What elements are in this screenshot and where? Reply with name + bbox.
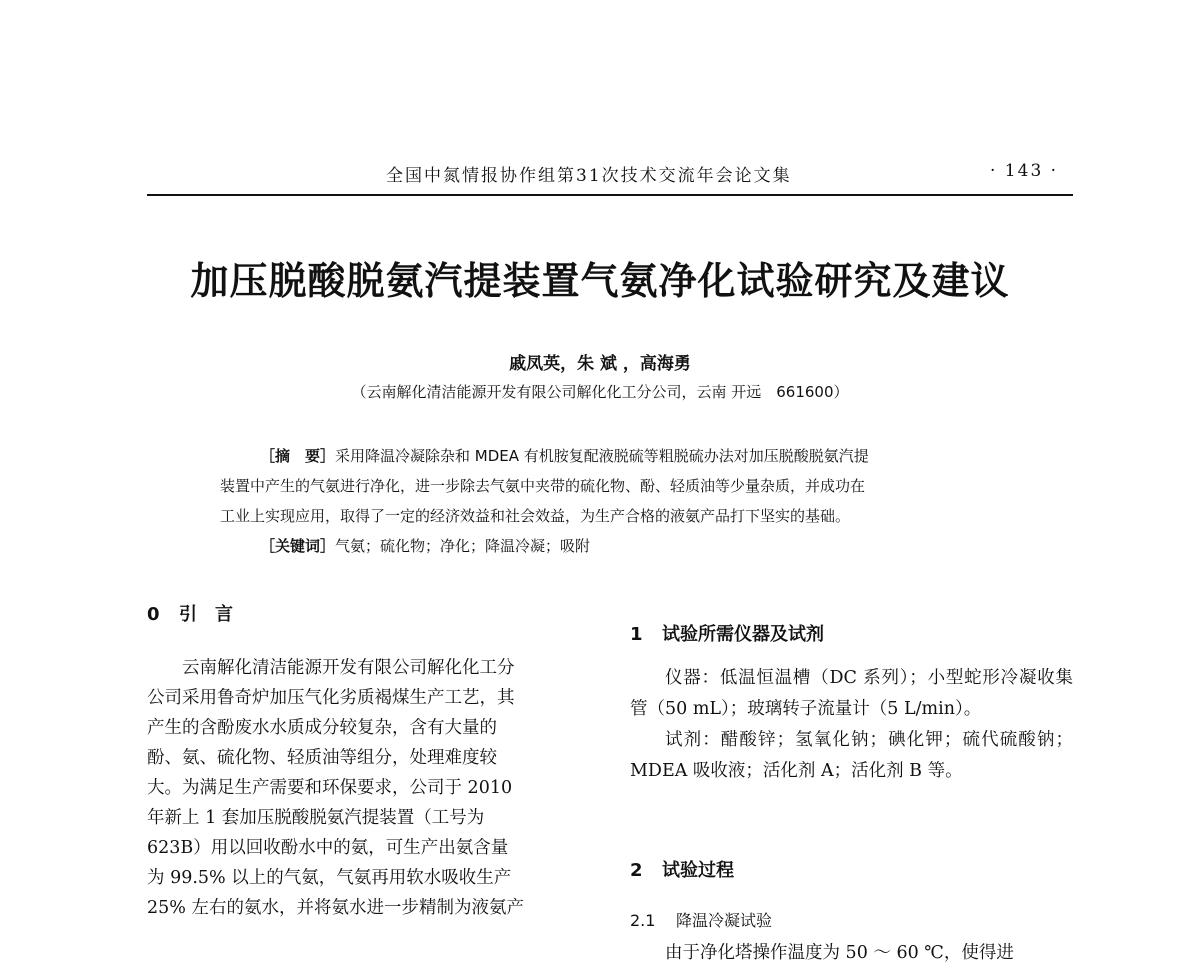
- section-heading-instruments: 1 试验所需仪器及试剂: [630, 624, 824, 645]
- section-heading-introduction: 0 引 言: [147, 604, 233, 625]
- abstract: [220, 441, 1010, 561]
- left-line: 酚、氨、硫化物、轻质油等组分，处理难度较: [147, 748, 497, 768]
- header-divider: [147, 194, 1073, 196]
- abstract-line-3: 工业上实现应用，取得了一定的经济效益和社会效益，为生产合格的液氨产品打下坚实的基础。: [220, 507, 851, 525]
- abstract-line-1: ［摘 要］采用降温冷凝除杂和 MDEA 有机胺复配液脱硫等粗脱硫办法对加压脱酸脱氨汽提: [260, 447, 869, 465]
- keywords: [220, 531, 1010, 561]
- left-line: 623B）用以回收酚水中的氨，可生产出氨含量: [147, 838, 509, 858]
- running-header-journal: 全国中氮情报协作组第31次技术交流年会论文集: [386, 166, 792, 186]
- abstract-line-2: 装置中产生的气氨进行净化，进一步除去气氨中夹带的硫化物、酚、轻质油等少量杂质，并成功在: [220, 477, 866, 495]
- authors: 戚凤英，朱 斌 ，高海勇: [509, 354, 691, 374]
- right-column-body: [630, 663, 1073, 787]
- affiliation: （云南解化清洁能源开发有限公司解化化工分公司，云南 开远 661600）: [351, 383, 849, 401]
- subsection-heading-cooling: 2.1 降温冷凝试验: [630, 911, 773, 930]
- reagents-paragraph: 试剂：醋酸锌；氢氧化钠；碘化钾；硫代硫酸钠；MDEA 吸收液；活化剂 A；活化剂 B 等。: [630, 730, 1073, 781]
- cut-off-line: 由于净化塔操作温度为 50 ～ 60 ℃，使得进: [665, 943, 1014, 963]
- keywords-text: 气氨；硫化物；净化；降温冷凝；吸附: [335, 537, 591, 555]
- page-number: · 143 ·: [990, 161, 1059, 181]
- left-column-body: [147, 653, 587, 923]
- section-heading-process: 2 试验过程: [630, 860, 734, 881]
- left-line: 云南解化清洁能源开发有限公司解化化工分: [182, 658, 515, 678]
- left-line: 为 99.5% 以上的气氨，气氨再用软水吸收生产: [147, 868, 512, 888]
- left-line: 25% 左右的氨水，并将氨水进一步精制为液氨产: [147, 898, 524, 918]
- instruments-paragraph: 仪器：低温恒温槽（DC 系列）；小型蛇形冷凝收集管（50 mL）；玻璃转子流量计（5 L/min）。: [630, 668, 1073, 719]
- keywords-label: ［关键词］: [260, 537, 336, 555]
- abstract-label: ［摘 要］: [260, 447, 336, 465]
- left-line: 公司采用鲁奇炉加压气化劣质褐煤生产工艺，其: [147, 688, 515, 708]
- left-line: 产生的含酚废水水质成分较复杂，含有大量的: [147, 718, 497, 738]
- left-line: 大。为满足生产需要和环保要求，公司于 2010: [147, 778, 513, 798]
- paper-title: 加压脱酸脱氨汽提装置气氨净化试验研究及建议: [190, 258, 1010, 303]
- left-line: 年新上 1 套加压脱酸脱氨汽提装置（工号为: [147, 808, 485, 828]
